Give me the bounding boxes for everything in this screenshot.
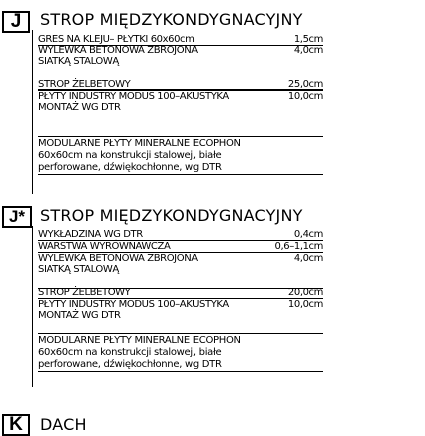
section-title: STROP MIĘDZYKONDYGNACYJNY [40, 10, 303, 29]
layer-label: WARSTWA WYRÓWNAWCZA [38, 241, 171, 252]
layer-label-continued: SIATKĄ STALOWĄ [38, 56, 119, 67]
layer-row [38, 241, 323, 253]
layer-row [38, 79, 323, 91]
layer-row [38, 45, 323, 67]
layer-label: WYLEWKA BETONOWA ZBROJONA [38, 253, 198, 264]
section-bracket [32, 226, 33, 387]
layer-label: STROP ŻELBETOWY [38, 287, 131, 298]
section-tag: J* [2, 206, 32, 228]
layer-thickness: 25,0cm [287, 79, 323, 90]
layer-label-continued: SIATKĄ STALOWĄ [38, 264, 119, 275]
layer-label: STROP ŻELBETOWY [38, 79, 131, 90]
layer-row [38, 299, 323, 321]
layer-thickness: 20,0cm [287, 287, 323, 298]
layer-label: PŁYTY INDUSTRY MODUS 100–AKUSTYKA [38, 299, 229, 310]
layer-label-continued: MONTAŻ WG DTR [38, 102, 121, 113]
section-tag: K [2, 414, 30, 436]
section-title: DACH [40, 415, 87, 434]
layer-label: GRES NA KLEJU– PŁYTKI 60x60cm [38, 34, 195, 45]
finish-note [38, 138, 323, 175]
layer-thickness: 10,0cm [287, 91, 323, 102]
finish-note-line: perforowane, dźwiękochłonne, wg DTR [38, 162, 323, 175]
layer-label: WYLEWKA BETONOWA ZBROJONA [38, 45, 198, 56]
section-tag: J [2, 11, 30, 33]
layer-thickness: 4,0cm [293, 253, 323, 264]
layer-label-continued: MONTAŻ WG DTR [38, 310, 121, 321]
finish-note-line: perforowane, dźwiękochłonne, wg DTR [38, 359, 323, 372]
section-title: STROP MIĘDZYKONDYGNACYJNY [40, 206, 303, 225]
layer-thickness: 1,5cm [293, 34, 323, 45]
finish-note-line: 60x60cm na konstrukcji stalowej, białe [38, 150, 222, 161]
layer-row [38, 287, 323, 299]
layer-row [38, 91, 323, 113]
finish-note-line: MODULARNE PŁYTY MINERALNE ECOPHON [38, 138, 241, 149]
layer-thickness: 0,4cm [293, 229, 323, 240]
layer-thickness: 10,0cm [287, 299, 323, 310]
layer-divider [38, 136, 323, 137]
finish-note-line: MODULARNE PŁYTY MINERALNE ECOPHON [38, 335, 241, 346]
layer-thickness: 0,6–1,1cm [274, 241, 323, 252]
layer-label: WYKŁADZINA WG DTR [38, 229, 143, 240]
layer-divider [38, 333, 323, 334]
layer-thickness: 4,0cm [293, 45, 323, 56]
layer-row [38, 253, 323, 275]
layer-label: PŁYTY INDUSTRY MODUS 100–AKUSTYKA [38, 91, 229, 102]
finish-note [38, 335, 323, 372]
section-bracket [32, 30, 33, 194]
finish-note-line: 60x60cm na konstrukcji stalowej, białe [38, 347, 222, 358]
layer-row [38, 229, 323, 241]
